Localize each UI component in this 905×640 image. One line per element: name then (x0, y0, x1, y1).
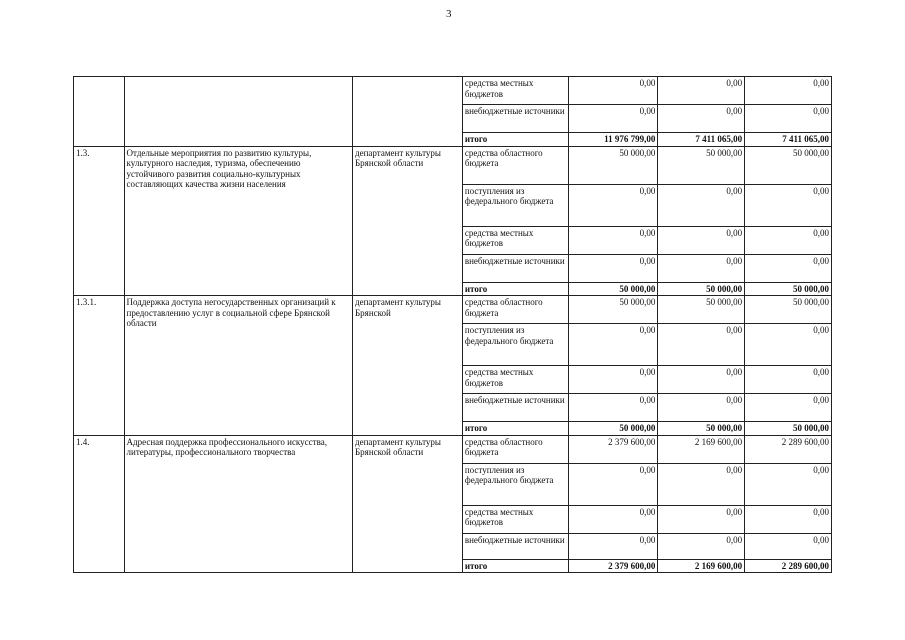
total-label: итого (462, 133, 569, 147)
amount-cell: 0,00 (745, 254, 832, 282)
amount-cell: 0,00 (745, 394, 832, 422)
amount-cell: 0,00 (658, 184, 745, 226)
amount-cell: 2 379 600,00 (569, 435, 658, 463)
row-number: 1.3. (74, 146, 125, 296)
amount-cell: 0,00 (745, 366, 832, 394)
amount-cell: 2 289 600,00 (745, 435, 832, 463)
total-amount: 50 000,00 (658, 422, 745, 436)
source-label: поступления из федерального бюджета (462, 184, 569, 226)
source-label: внебюджетные источники (462, 533, 569, 559)
total-amount: 2 379 600,00 (569, 559, 658, 573)
amount-cell: 0,00 (745, 505, 832, 533)
source-label: средства местных бюджетов (462, 505, 569, 533)
total-amount: 50 000,00 (569, 282, 658, 296)
amount-cell: 0,00 (658, 463, 745, 505)
budget-table (73, 76, 832, 573)
amount-cell: 50 000,00 (745, 296, 832, 324)
activity-name: Поддержка доступа негосударственных организаций к предоставлению услуг в социальной сфере Брянской области (124, 296, 352, 436)
total-amount: 50 000,00 (569, 422, 658, 436)
amount-cell: 0,00 (745, 226, 832, 254)
row-executor-cell (353, 77, 463, 147)
source-label: средства местных бюджетов (462, 226, 569, 254)
table-row (74, 435, 832, 463)
amount-cell: 0,00 (658, 226, 745, 254)
activity-name: Отдельные мероприятия по развитию культуры, культурного наследия, туризма, обеспечению устойчивого развития социально-культурных составляющих качества жизни населения (124, 146, 352, 296)
amount-cell: 0,00 (569, 505, 658, 533)
amount-cell: 0,00 (745, 324, 832, 366)
executor: департамент культуры Брянской (353, 296, 463, 436)
amount-cell: 0,00 (658, 533, 745, 559)
amount-cell: 0,00 (658, 505, 745, 533)
amount-cell: 0,00 (658, 366, 745, 394)
row-name-cell (124, 77, 352, 147)
total-label: итого (462, 422, 569, 436)
total-amount: 11 976 799,00 (569, 133, 658, 147)
executor: департамент культуры Брянской области (353, 146, 463, 296)
amount-cell: 0,00 (745, 77, 832, 105)
amount-cell: 50 000,00 (658, 296, 745, 324)
amount-cell: 0,00 (569, 366, 658, 394)
amount-cell: 0,00 (658, 254, 745, 282)
total-amount: 50 000,00 (745, 422, 832, 436)
table-row (74, 146, 832, 184)
amount-cell: 0,00 (569, 324, 658, 366)
total-amount: 7 411 065,00 (745, 133, 832, 147)
total-amount: 2 289 600,00 (745, 559, 832, 573)
source-label: внебюджетные источники (462, 105, 569, 133)
total-amount: 50 000,00 (658, 282, 745, 296)
amount-cell: 0,00 (569, 254, 658, 282)
source-label: поступления из федерального бюджета (462, 324, 569, 366)
source-label: средства местных бюджетов (462, 77, 569, 105)
amount-cell: 0,00 (569, 463, 658, 505)
amount-cell: 0,00 (658, 105, 745, 133)
row-num-cell (74, 77, 125, 147)
row-number: 1.3.1. (74, 296, 125, 436)
source-label: поступления из федерального бюджета (462, 463, 569, 505)
source-label: внебюджетные источники (462, 254, 569, 282)
amount-cell: 0,00 (569, 394, 658, 422)
amount-cell: 0,00 (745, 463, 832, 505)
source-label: средства областного бюджета (462, 146, 569, 184)
amount-cell: 0,00 (658, 77, 745, 105)
source-label: средства местных бюджетов (462, 366, 569, 394)
amount-cell: 0,00 (658, 394, 745, 422)
amount-cell: 50 000,00 (569, 146, 658, 184)
total-amount: 2 169 600,00 (658, 559, 745, 573)
amount-cell: 0,00 (658, 324, 745, 366)
amount-cell: 0,00 (569, 533, 658, 559)
amount-cell: 0,00 (745, 184, 832, 226)
table-row (74, 77, 832, 105)
amount-cell: 50 000,00 (745, 146, 832, 184)
activity-name: Адресная поддержка профессионального искусства, литературы, профессионального творчества (124, 435, 352, 573)
total-amount: 7 411 065,00 (658, 133, 745, 147)
amount-cell: 0,00 (569, 105, 658, 133)
page-number: 3 (446, 8, 452, 20)
table-row (74, 296, 832, 324)
source-label: средства областного бюджета (462, 296, 569, 324)
amount-cell: 50 000,00 (569, 296, 658, 324)
amount-cell: 50 000,00 (658, 146, 745, 184)
total-label: итого (462, 559, 569, 573)
amount-cell: 0,00 (745, 533, 832, 559)
total-amount: 50 000,00 (745, 282, 832, 296)
amount-cell: 0,00 (569, 226, 658, 254)
amount-cell: 0,00 (745, 105, 832, 133)
amount-cell: 0,00 (569, 184, 658, 226)
total-label: итого (462, 282, 569, 296)
amount-cell: 0,00 (569, 77, 658, 105)
row-number: 1.4. (74, 435, 125, 573)
executor: департамент культуры Брянской области (353, 435, 463, 573)
amount-cell: 2 169 600,00 (658, 435, 745, 463)
source-label: внебюджетные источники (462, 394, 569, 422)
source-label: средства областного бюджета (462, 435, 569, 463)
